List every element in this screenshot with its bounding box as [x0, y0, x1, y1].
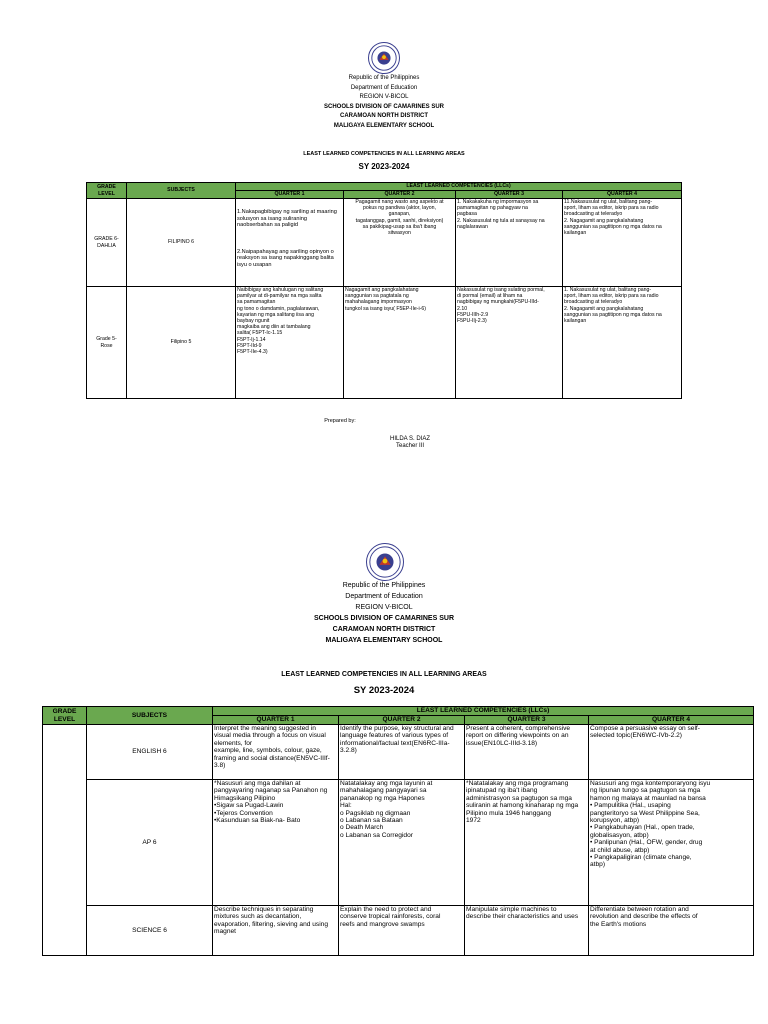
- quarter-1-cell: *Nasusuri ang mga dahilan at pangyayaring naganap sa Panahon ng Himagsikang Pilipino •Sigaw sa Pugad-Lawin •Tejeros Convention •Kasunduan sa Biak-na- Bato: [213, 780, 339, 906]
- grade-cell: [43, 725, 87, 956]
- quarter-1-cell: 1.Nakapagbibigay ng sariling at maaring solusyon sa isang suliraning naobserbahan sa paligid 2.Naipapahayag ang sariling opinyon o reaksyon sa isang napakinggang balita isyu o usapan: [236, 199, 344, 287]
- school-year: SY 2023-2024: [353, 685, 415, 696]
- quarter-3-cell: 1. Nakakakuha ng impormasyon sa pamamagitan ng pahagyaw na pagbasa 2. Nakasusulat ng tula at sanaysay na naglalarawan: [456, 199, 563, 287]
- grade-cell: Grade 5- Rose: [87, 287, 127, 399]
- quarter-2-cell: Explain the need to protect and conserve tropical rainforests, coral reefs and mangrove swamps: [339, 906, 465, 956]
- table-row: [43, 906, 754, 956]
- grade-level-header: GRADE LEVEL: [87, 183, 127, 199]
- subjects-header: SUBJECTS: [87, 707, 213, 725]
- subjects-header: SUBJECTS: [127, 183, 236, 199]
- quarter-4-cell: Nasusuri ang mga kontemporaryong isyu ng lipunan tungo sa pagtugon sa mga hamon ng malaya at maunlad na bansa • Pampulitika (Hal., usaping pangteritoryo sa West Philippine Sea, korupsyon, atbp) • Pangkabuhayan (Hal., open trade, globalisasyon, atbp) • Panlipunan (Hal., OFW, gender, drug at child abuse, atbp) • Pangkapaligiran (climate change, atbp): [589, 780, 754, 906]
- quarter-2-header: QUARTER 2: [339, 716, 465, 725]
- quarter-2-cell: Identify the purpose, key structural and language features of various types of informational/factual text(EN6RC-IIIa- 3.2.8): [339, 725, 465, 780]
- grade-level-header: GRADE LEVEL: [43, 707, 87, 725]
- grade-cell: GRADE 6- DAHLIA: [87, 199, 127, 287]
- signatory-title: Teacher III: [395, 443, 424, 449]
- subject-cell: AP 6: [87, 780, 213, 906]
- district-text: CARAMOAN NORTH DISTRICT: [332, 626, 436, 633]
- llc-header: LEAST LEARNED COMPETENCIES (LLCs): [236, 183, 682, 191]
- school-text: MALIGAYA ELEMENTARY SCHOOL: [325, 637, 443, 644]
- subject-cell: SCIENCE 6: [87, 906, 213, 956]
- quarter-3-header: QUARTER 3: [456, 191, 563, 199]
- table-row: [43, 780, 754, 906]
- quarter-2-header: QUARTER 2: [344, 191, 456, 199]
- quarter-1-header: QUARTER 1: [213, 716, 339, 725]
- quarter-4-cell: Differentiate between rotation and revolution and describe the effects of the Earth's motions: [589, 906, 754, 956]
- quarter-2-cell: Natatalakay ang mga layunin at mahahalagang pangyayari sa pananakop ng mga Hapones Hal: o Pagsiklab ng digmaan o Labanan sa Bataan o Death March o Labanan sa Corregidor: [339, 780, 465, 906]
- subject-cell: FILIPINO 6: [127, 199, 236, 287]
- republic-text: Republic of the Philippines: [342, 582, 426, 589]
- llc-table-page2: [42, 706, 754, 956]
- subject-cell: ENGLISH 6: [87, 725, 213, 780]
- republic-text: Republic of the Philippines: [348, 75, 420, 81]
- subject-cell: Filipino 5: [127, 287, 236, 399]
- table-row: [43, 725, 754, 780]
- deped-seal-icon: [366, 543, 404, 581]
- district-text: CARAMOAN NORTH DISTRICT: [340, 113, 428, 119]
- letterhead: [0, 580, 768, 646]
- department-text: Department of Education: [350, 84, 418, 91]
- quarter-1-cell: Naibibigay ang kahulugan ng salitang pamilyar at di-pamilyar na mga salita sa pamamagitan ng tono o damdamin, paglalarawan, kayarian ng mga salitang iisa ang baybay ngunit magkaiba ang diin at tambalang salita( F5PT-Ic-1.15 F5PT-Ij-1.14 F5PT-IId-9 F5PT-IIe-4.3): [236, 287, 344, 399]
- signatory-name: HILDA S. DIAZ: [389, 436, 430, 442]
- quarter-1-cell: Describe techniques in separating mixtures such as decantation, evaporation, filtering, sieving and using magnet: [213, 906, 339, 956]
- quarter-1-cell: Interpret the meaning suggested in visual media through a focus on visual elements, for example, line, symbols, colour, gaze, framing and social distance(EN5VC-IIIf- 3.8): [213, 725, 339, 780]
- quarter-4-cell: Compose a persuasive essay on self- selected topic(EN6WC-IVb-2.2): [589, 725, 754, 780]
- quarter-4-cell: 11.Nakasusulat ng ulat, balitang pang- sport, liham sa editor, iskrip para sa radio broadcasting at teleradyo 2. Nagagamit ang pangkalahatang sanggunian sa pagtitipon ng mga datos na kailangan: [563, 199, 682, 287]
- region-text: REGION V-BICOL: [359, 94, 409, 100]
- quarter-3-cell: *Natatalakay ang mga programang ipinatupad ng iba't ibang administrasyon sa pagtugon sa mga suliranin at hamong kinaharap ng mga Pilipino mula 1946 hanggang 1972: [465, 780, 589, 906]
- quarter-3-cell: Nakasusulat ng isang sulating pormal, di pormal (email) at liham na nagbibigay ng mungkahi(F5PU-IIId- 2.10 F5PU-IIIh-2.9 F5PU-IIj-2.3): [456, 287, 563, 399]
- quarter-4-cell: 1. Nakasusulat ng ulat, balitang pang- sport, liham sa editor, iskrip para sa radio broadcasting at teleradyo 2. Nagagamit ang pangkalahatang sanggunian sa pagtitipon ng mga datos na kailangan: [563, 287, 682, 399]
- department-text: Department of Education: [345, 593, 423, 600]
- quarter-3-cell: Present a coherent, comprehensive report on differing viewpoints on an issue(EN10LC-IIId-3.18): [465, 725, 589, 780]
- prepared-by-label: Prepared by:: [324, 418, 356, 424]
- school-year: SY 2023-2024: [358, 162, 410, 171]
- quarter-2-cell: Pagagamit nang wasto ang aspekto at pokus ng pandiwa (aktor, layon, ganapan, tagatanggap, gamit, sanhi, direksiyon) sa pakikipag-usap sa iba't ibang sitwasyon: [344, 199, 456, 287]
- document-title: LEAST LEARNED COMPETENCIES IN ALL LEARNING AREAS: [303, 151, 465, 157]
- llc-header: LEAST LEARNED COMPETENCIES (LLCs): [213, 707, 754, 716]
- quarter-2-cell: Nagagamit ang pangkalahatang sanggunian sa pagtatala ng mahahalagang impormasyon tungkol sa isang isyu( F5EP-IIe-i-6): [344, 287, 456, 399]
- document-title: LEAST LEARNED COMPETENCIES IN ALL LEARNING AREAS: [281, 671, 487, 678]
- quarter-4-header: QUARTER 4: [589, 716, 754, 725]
- division-text: SCHOOLS DIVISION OF CAMARINES SUR: [323, 103, 444, 110]
- quarter-3-header: QUARTER 3: [465, 716, 589, 725]
- division-text: SCHOOLS DIVISION OF CAMARINES SUR: [313, 615, 454, 622]
- quarter-3-cell: Manipulate simple machines to describe their characteristics and uses: [465, 906, 589, 956]
- quarter-1-header: QUARTER 1: [236, 191, 344, 199]
- region-text: REGION V-BICOL: [355, 604, 413, 611]
- school-text: MALIGAYA ELEMENTARY SCHOOL: [333, 122, 435, 129]
- quarter-4-header: QUARTER 4: [563, 191, 682, 199]
